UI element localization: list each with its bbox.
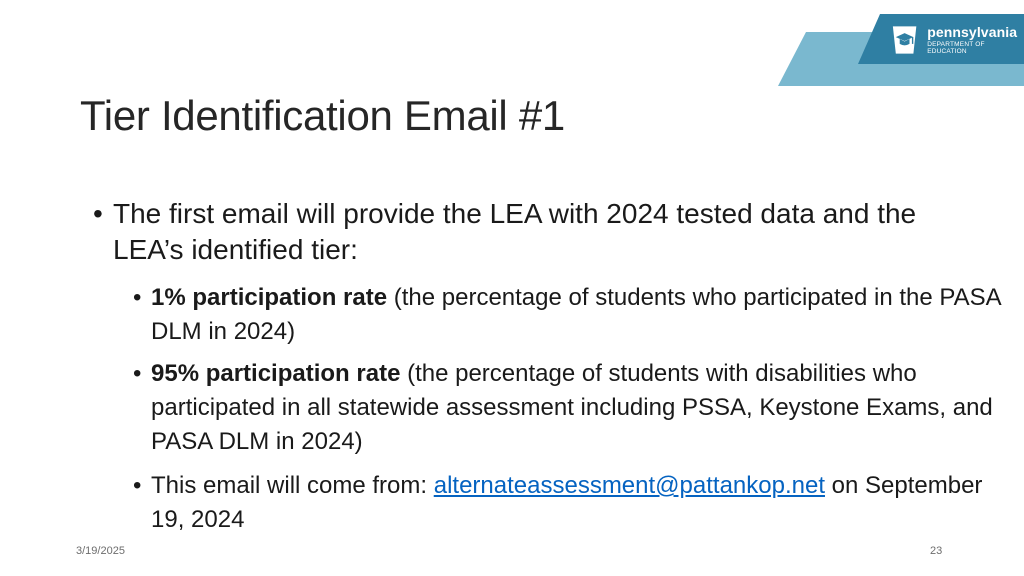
email-source-date: on September 19, 2024 (151, 472, 983, 533)
ninety-five-percent-description: (the percentage of students with disabilities who participated in all statewide assessment including PSSA, Keystone Exams, and PASA DLM in 2024) (151, 360, 993, 455)
footer-page-number: 23 (930, 545, 943, 557)
sub-bullet-email-source (133, 469, 1001, 537)
logo-subtitle: DEPARTMENT OF EDUCATION (927, 41, 985, 55)
one-percent-description: (the percentage of students who participated in the PASA DLM in 2024) (151, 284, 1001, 345)
bullet-dot: • (133, 360, 142, 387)
email-source-intro: This email will come from: (151, 472, 434, 499)
bullet-dot: • (133, 284, 142, 311)
slide-title: Tier Identification Email #1 (80, 92, 565, 139)
bullet-main-text: The first email will provide the LEA with 2024 tested data and the LEA’s identified tier: (113, 198, 917, 265)
one-percent-label: 1% participation rate (151, 284, 388, 311)
email-link[interactable]: alternateassessment@pattankop.net (433, 472, 825, 499)
bullet-dot: • (93, 198, 103, 229)
bullet-main (93, 196, 933, 268)
bullet-dot: • (133, 472, 142, 499)
sub-bullet-one-percent (133, 281, 1001, 349)
ninety-five-percent-label: 95% participation rate (151, 360, 401, 387)
sub-bullet-ninety-five-percent (133, 357, 1001, 459)
footer-date: 3/19/2025 (76, 545, 125, 557)
logo-name: pennsylvania (927, 24, 1018, 40)
